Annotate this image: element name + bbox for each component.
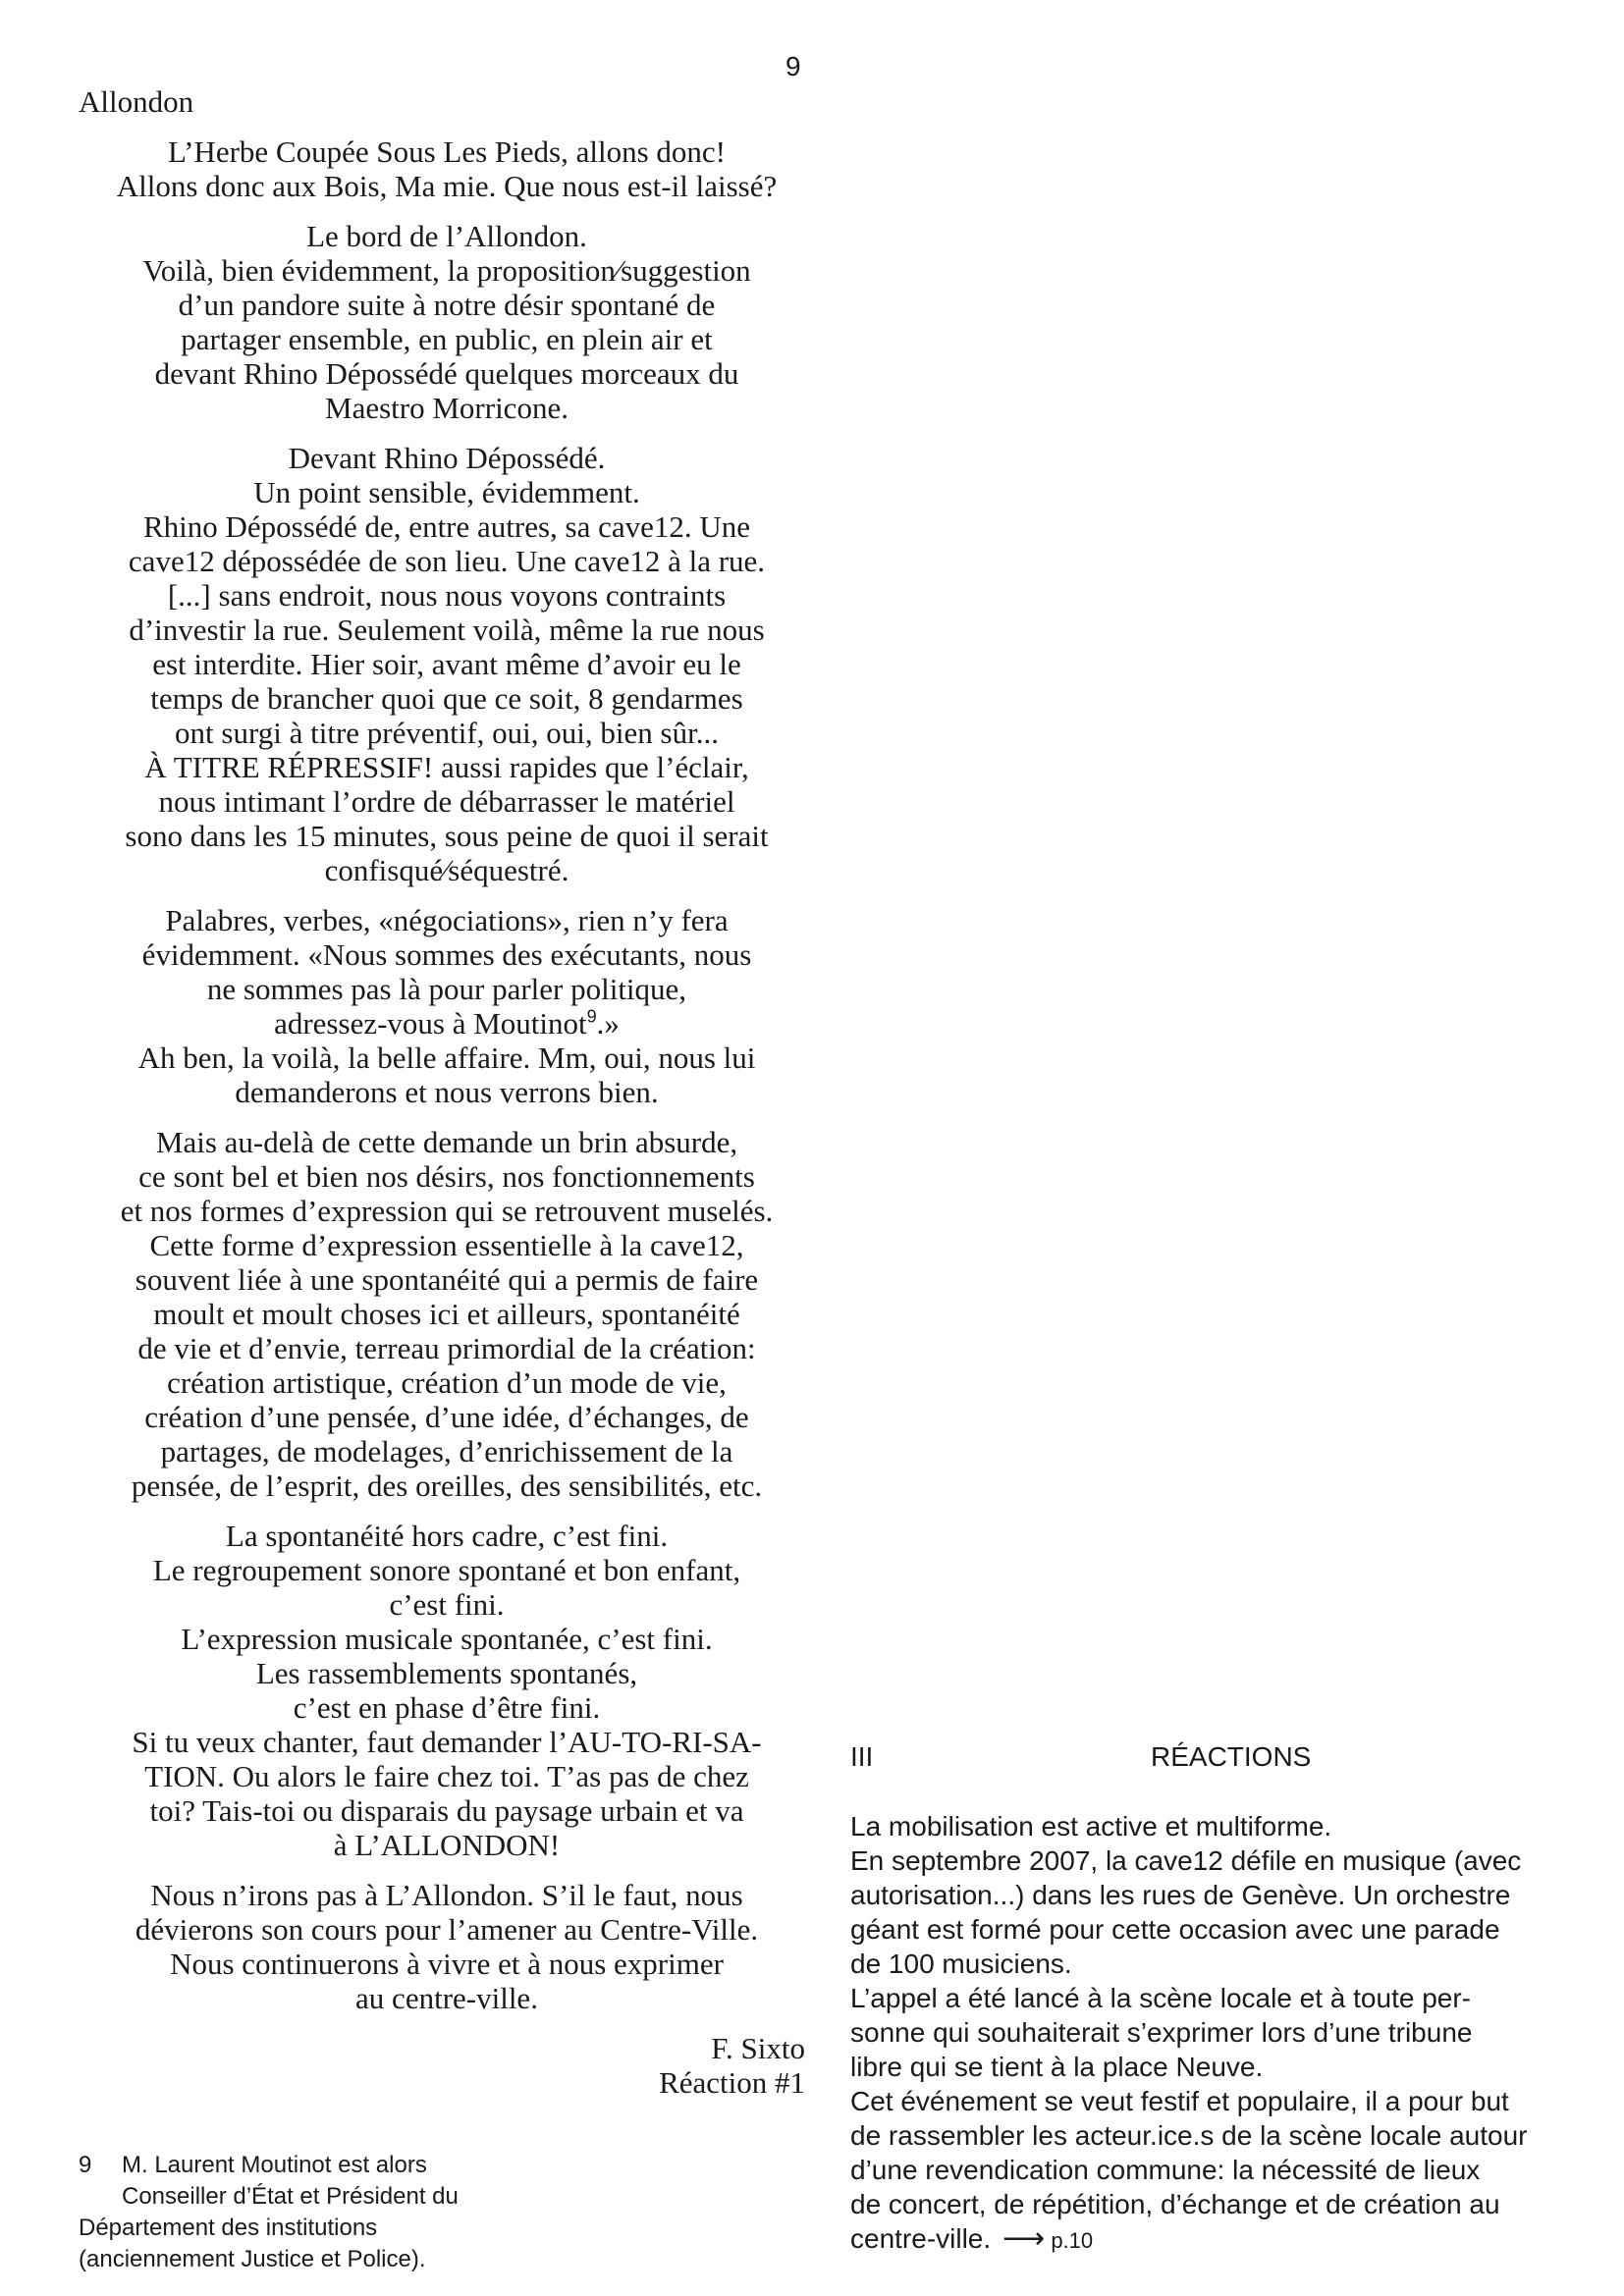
text-line: sono dans les 15 minutes, sous peine de quoi il serait bbox=[125, 819, 769, 853]
text-line: de vie et d’envie, terreau primordial de la création: bbox=[137, 1331, 756, 1365]
author-name: F. Sixto bbox=[711, 2031, 805, 2065]
section-number: III bbox=[850, 1741, 874, 1772]
arrow-right-icon: ⟶ bbox=[1002, 2222, 1046, 2255]
text-line: nous intimant l’ordre de débarrasser le matériel bbox=[158, 784, 735, 819]
paragraph-1 bbox=[79, 134, 815, 203]
text-line: création artistique, création d’un mode de vie, bbox=[167, 1365, 727, 1400]
text-line: Si tu veux chanter, faut demander l’AU-TO-RI-SA- bbox=[132, 1725, 762, 1759]
text-line: Rhino Dépossédé de, entre autres, sa cave12. Une bbox=[142, 509, 751, 544]
text-line: Le bord de l’Allondon. bbox=[306, 219, 587, 253]
text-line: de concert, de répétition, d’échange et de création au bbox=[850, 2189, 1500, 2219]
text-line: Le regroupement sonore spontané et bon enfant, bbox=[152, 1553, 741, 1587]
text-line: Nous continuerons à vivre et à nous exprimer bbox=[170, 1947, 724, 1981]
text-line: c’est fini. bbox=[389, 1587, 505, 1622]
text-line: sonne qui souhaiterait s’exprimer lors d’une tribune bbox=[850, 2017, 1473, 2048]
text-line: La spontanéité hors cadre, c’est fini. bbox=[225, 1519, 669, 1553]
text-fragment: .» bbox=[596, 1006, 620, 1041]
text-line: L’appel a été lancé à la scène locale et à toute per- bbox=[850, 1983, 1471, 2013]
paragraph-2 bbox=[79, 219, 815, 425]
text-line: Les rassemblements spontanés, bbox=[255, 1656, 638, 1690]
text-line: d’investir la rue. Seulement voilà, même la rue nous bbox=[129, 613, 765, 647]
text-line: Voilà, bien évidemment, la proposition⁄suggestion bbox=[142, 253, 751, 288]
text-line: temps de brancher quoi que ce soit, 8 gendarmes bbox=[150, 681, 743, 716]
text-line: cave12 dépossédée de son lieu. Une cave12 à la rue. bbox=[128, 544, 766, 578]
text-line: Ah ben, la voilà, la belle affaire. Mm, oui, nous lui bbox=[137, 1041, 756, 1075]
page-link[interactable] bbox=[1002, 2222, 1094, 2255]
text-line: de 100 musiciens. bbox=[850, 1949, 1072, 1979]
paragraph-6 bbox=[79, 1519, 815, 1862]
text-line: En septembre 2007, la cave12 défile en musique (avec bbox=[850, 1845, 1522, 1876]
section-title: RÉACTIONS bbox=[1151, 1741, 1312, 1772]
text-line: Devant Rhino Dépossédé. bbox=[288, 441, 606, 475]
text-line: de rassembler les acteur.ice.s de la scène locale autour bbox=[850, 2120, 1528, 2151]
footnote-reference: 9 bbox=[586, 1006, 597, 1027]
text-line: demanderons et nous verrons bien. bbox=[235, 1075, 659, 1109]
text-line: L’Herbe Coupée Sous Les Pieds, allons donc! bbox=[168, 134, 726, 169]
paragraph-4 bbox=[79, 903, 815, 1109]
page-link-label: p.10 bbox=[1051, 2228, 1094, 2253]
paragraph-5 bbox=[79, 1125, 815, 1503]
text-line: partager ensemble, en public, en plein air et bbox=[181, 322, 713, 356]
text-line: création d’une pensée, d’une idée, d’échanges, de bbox=[144, 1400, 749, 1434]
section-header bbox=[850, 1739, 1557, 1774]
last-line bbox=[850, 2221, 1557, 2258]
letter-column bbox=[79, 84, 815, 2100]
text-line: autorisation...) dans les rues de Genève. Un orchestre bbox=[850, 1880, 1511, 1910]
text-line: ce sont bel et bien nos désirs, nos fonctionnements bbox=[138, 1159, 755, 1194]
signature bbox=[79, 2031, 815, 2100]
footnote-line: Département des institutions bbox=[79, 2215, 378, 2241]
text-line: confisqué⁄séquestré. bbox=[324, 853, 569, 887]
footnote bbox=[79, 2150, 589, 2275]
text-line: Mais au-delà de cette demande un brin absurde, bbox=[155, 1125, 738, 1159]
text-line: Cet événement se veut festif et populaire, il a pour but bbox=[850, 2086, 1509, 2116]
text-line: évidemment. «Nous sommes des exécutants, nous bbox=[141, 937, 752, 972]
reaction-label: Réaction #1 bbox=[659, 2065, 805, 2100]
text-line: à L’ALLONDON! bbox=[333, 1828, 561, 1862]
text-line: est interdite. Hier soir, avant même d’avoir eu le bbox=[152, 647, 741, 681]
footnote-line: (anciennement Justice et Police). bbox=[79, 2246, 426, 2272]
text-line: d’un pandore suite à notre désir spontané de bbox=[178, 288, 716, 322]
paragraph-3 bbox=[79, 441, 815, 887]
text-line: géant est formé pour cette occasion avec une parade bbox=[850, 1914, 1500, 1945]
text-line: partages, de modelages, d’enrichissement de la bbox=[160, 1434, 733, 1468]
text-line: pensée, de l’esprit, des oreilles, des sensibilités, etc. bbox=[131, 1468, 763, 1503]
text-line: ont surgi à titre préventif, oui, oui, bien sûr... bbox=[175, 716, 719, 750]
text-line: dévierons son cours pour l’amener au Centre-Ville. bbox=[135, 1912, 759, 1947]
text-line: Nous n’irons pas à L’Allondon. S’il le faut, nous bbox=[150, 1878, 743, 1912]
footnote-line: Conseiller d’État et Président du bbox=[122, 2183, 459, 2210]
text-line: À TITRE RÉPRESSIF! aussi rapides que l’éclair, bbox=[144, 750, 749, 784]
text-line: d’une revendication commune: la nécessité de lieux bbox=[850, 2155, 1481, 2185]
text-line: Cette forme d’expression essentielle à la cave12, bbox=[149, 1228, 744, 1262]
text-line: libre qui se tient à la place Neuve. bbox=[850, 2052, 1264, 2082]
text-line: Palabres, verbes, «négociations», rien n’y fera bbox=[165, 903, 729, 937]
reactions-section bbox=[850, 1739, 1557, 2258]
text-fragment: centre-ville. bbox=[850, 2223, 992, 2254]
text-line: et nos formes d’expression qui se retrouvent muselés. bbox=[120, 1194, 774, 1228]
footnote-line: M. Laurent Moutinot est alors bbox=[122, 2152, 427, 2178]
text-line: souvent liée à une spontanéité qui a permis de faire bbox=[135, 1262, 759, 1297]
text-line: TION. Ou alors le faire chez toi. T’as pas de chez bbox=[144, 1759, 749, 1793]
text-line: Un point sensible, évidemment. bbox=[253, 475, 640, 509]
text-line: L’expression musicale spontanée, c’est fini. bbox=[181, 1622, 713, 1656]
text-line: Maestro Morricone. bbox=[325, 391, 568, 425]
text-line-with-footnote bbox=[79, 1006, 815, 1041]
text-line: toi? Tais-toi ou disparais du paysage urbain et va bbox=[149, 1793, 744, 1828]
text-line: La mobilisation est active et multiforme. bbox=[850, 1811, 1332, 1842]
text-line: c’est en phase d’être fini. bbox=[293, 1690, 601, 1725]
text-line: au centre-ville. bbox=[355, 1981, 538, 2015]
page-number: 9 bbox=[785, 51, 801, 81]
paragraph-7 bbox=[79, 1878, 815, 2015]
footnote-number: 9 bbox=[79, 2152, 92, 2178]
section-heading: Allondon bbox=[79, 84, 194, 119]
text-line: Allons donc aux Bois, Ma mie. Que nous est-il laissé? bbox=[116, 169, 778, 203]
text-fragment: adressez-vous à Moutinot bbox=[274, 1006, 587, 1041]
text-line: ne sommes pas là pour parler politique, bbox=[206, 972, 687, 1006]
text-line: devant Rhino Dépossédé quelques morceaux du bbox=[154, 356, 739, 391]
text-line: [...] sans endroit, nous nous voyons contraints bbox=[167, 578, 727, 613]
text-line: moult et moult choses ici et ailleurs, spontanéité bbox=[153, 1297, 740, 1331]
